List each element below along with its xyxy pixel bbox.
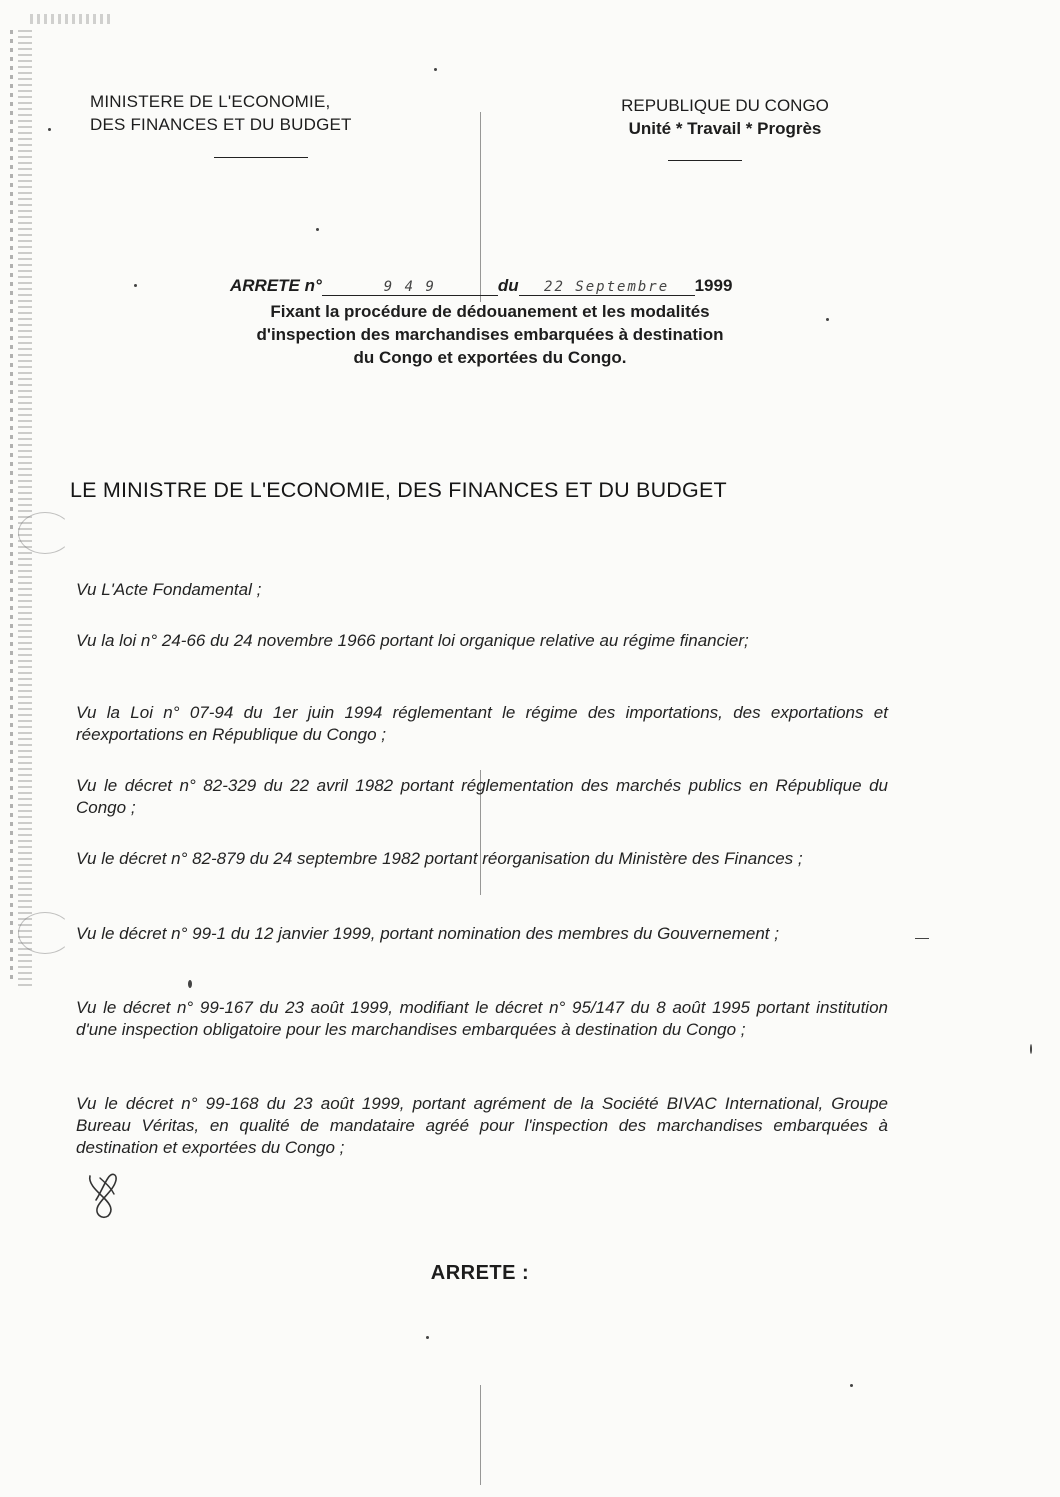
minister-title: LE MINISTRE DE L'ECONOMIE, DES FINANCES ET DU BUDGET — [70, 478, 727, 502]
scan-smudge — [30, 14, 110, 24]
scan-speck — [188, 980, 192, 988]
ministry-name-line2: DES FINANCES ET DU BUDGET — [90, 115, 352, 134]
punch-hole-lower — [18, 912, 72, 954]
visa-paragraph: Vu le décret n° 99-1 du 12 janvier 1999, portant nomination des membres du Gouvernement ; — [76, 924, 779, 943]
scan-speck — [915, 938, 929, 939]
scan-speck — [48, 128, 51, 131]
subject-line: Fixant la procédure de dédouanement et les modalités — [270, 302, 710, 321]
scan-speck — [850, 1384, 853, 1387]
visa-paragraph: Vu le décret n° 82-879 du 24 septembre 1982 portant réorganisation du Ministère des Finances ; — [76, 849, 803, 868]
header-left-rule — [214, 157, 308, 158]
scan-edge-shadow — [18, 30, 32, 990]
fold-line-upper — [480, 112, 481, 302]
arrete-prefix: ARRETE n° — [230, 276, 322, 295]
handwritten-initials — [84, 1168, 124, 1220]
visa-paragraph: Vu le décret n° 99-168 du 23 août 1999, portant agrément de la Société BIVAC International, Groupe Bureau Véritas, en qualité de mandataire agréé pour l'inspection des marchandises embarquées à destination et exportées du Congo ; — [76, 1094, 888, 1157]
ministry-name-line1: MINISTERE DE L'ECONOMIE, — [90, 92, 331, 111]
visa-paragraph: Vu L'Acte Fondamental ; — [76, 580, 262, 599]
arrete-number-field: 9 4 9 — [322, 279, 498, 296]
arrete-du-label: du — [497, 276, 519, 295]
subject-line: du Congo et exportées du Congo. — [353, 348, 627, 367]
header-right-rule — [668, 160, 742, 161]
visa-paragraph: Vu la loi n° 24-66 du 24 novembre 1966 portant loi organique relative au régime financier; — [76, 631, 749, 650]
visa-paragraph: Vu le décret n° 82-329 du 22 avril 1982 portant réglementation des marchés publics en République du Congo ; — [76, 776, 888, 817]
scan-speck — [826, 318, 829, 321]
scan-speck — [134, 284, 137, 287]
ministry-header — [90, 90, 352, 136]
scan-speck — [434, 68, 437, 71]
arrete-reference — [230, 276, 732, 296]
arrete-heading: ARRETE : — [430, 1262, 530, 1284]
arrete-date-field: 22 Septembre — [519, 279, 695, 296]
arrete-subject — [180, 300, 800, 369]
scan-speck — [1030, 1044, 1032, 1054]
arrete-year: 1999 — [694, 276, 733, 295]
scan-edge-marks — [10, 30, 13, 980]
visa-paragraph: Vu le décret n° 99-167 du 23 août 1999, modifiant le décret n° 95/147 du 8 août 1995 portant institution d'une inspection obligatoire pour les marchandises embarquées à destination du Congo ; — [76, 998, 888, 1039]
republic-motto: Unité * Travail * Progrès — [628, 119, 822, 138]
republic-name: REPUBLIQUE DU CONGO — [621, 96, 829, 115]
scan-speck — [316, 228, 319, 231]
scan-speck — [426, 1336, 429, 1339]
visa-paragraph: Vu la Loi n° 07-94 du 1er juin 1994 réglementant le régime des importations, des exportations et réexportations en République du Congo ; — [76, 703, 888, 744]
punch-hole-upper — [18, 512, 72, 554]
subject-line: d'inspection des marchandises embarquées à destination — [256, 325, 724, 344]
republic-header — [560, 94, 890, 140]
fold-line-lower — [480, 1385, 481, 1485]
